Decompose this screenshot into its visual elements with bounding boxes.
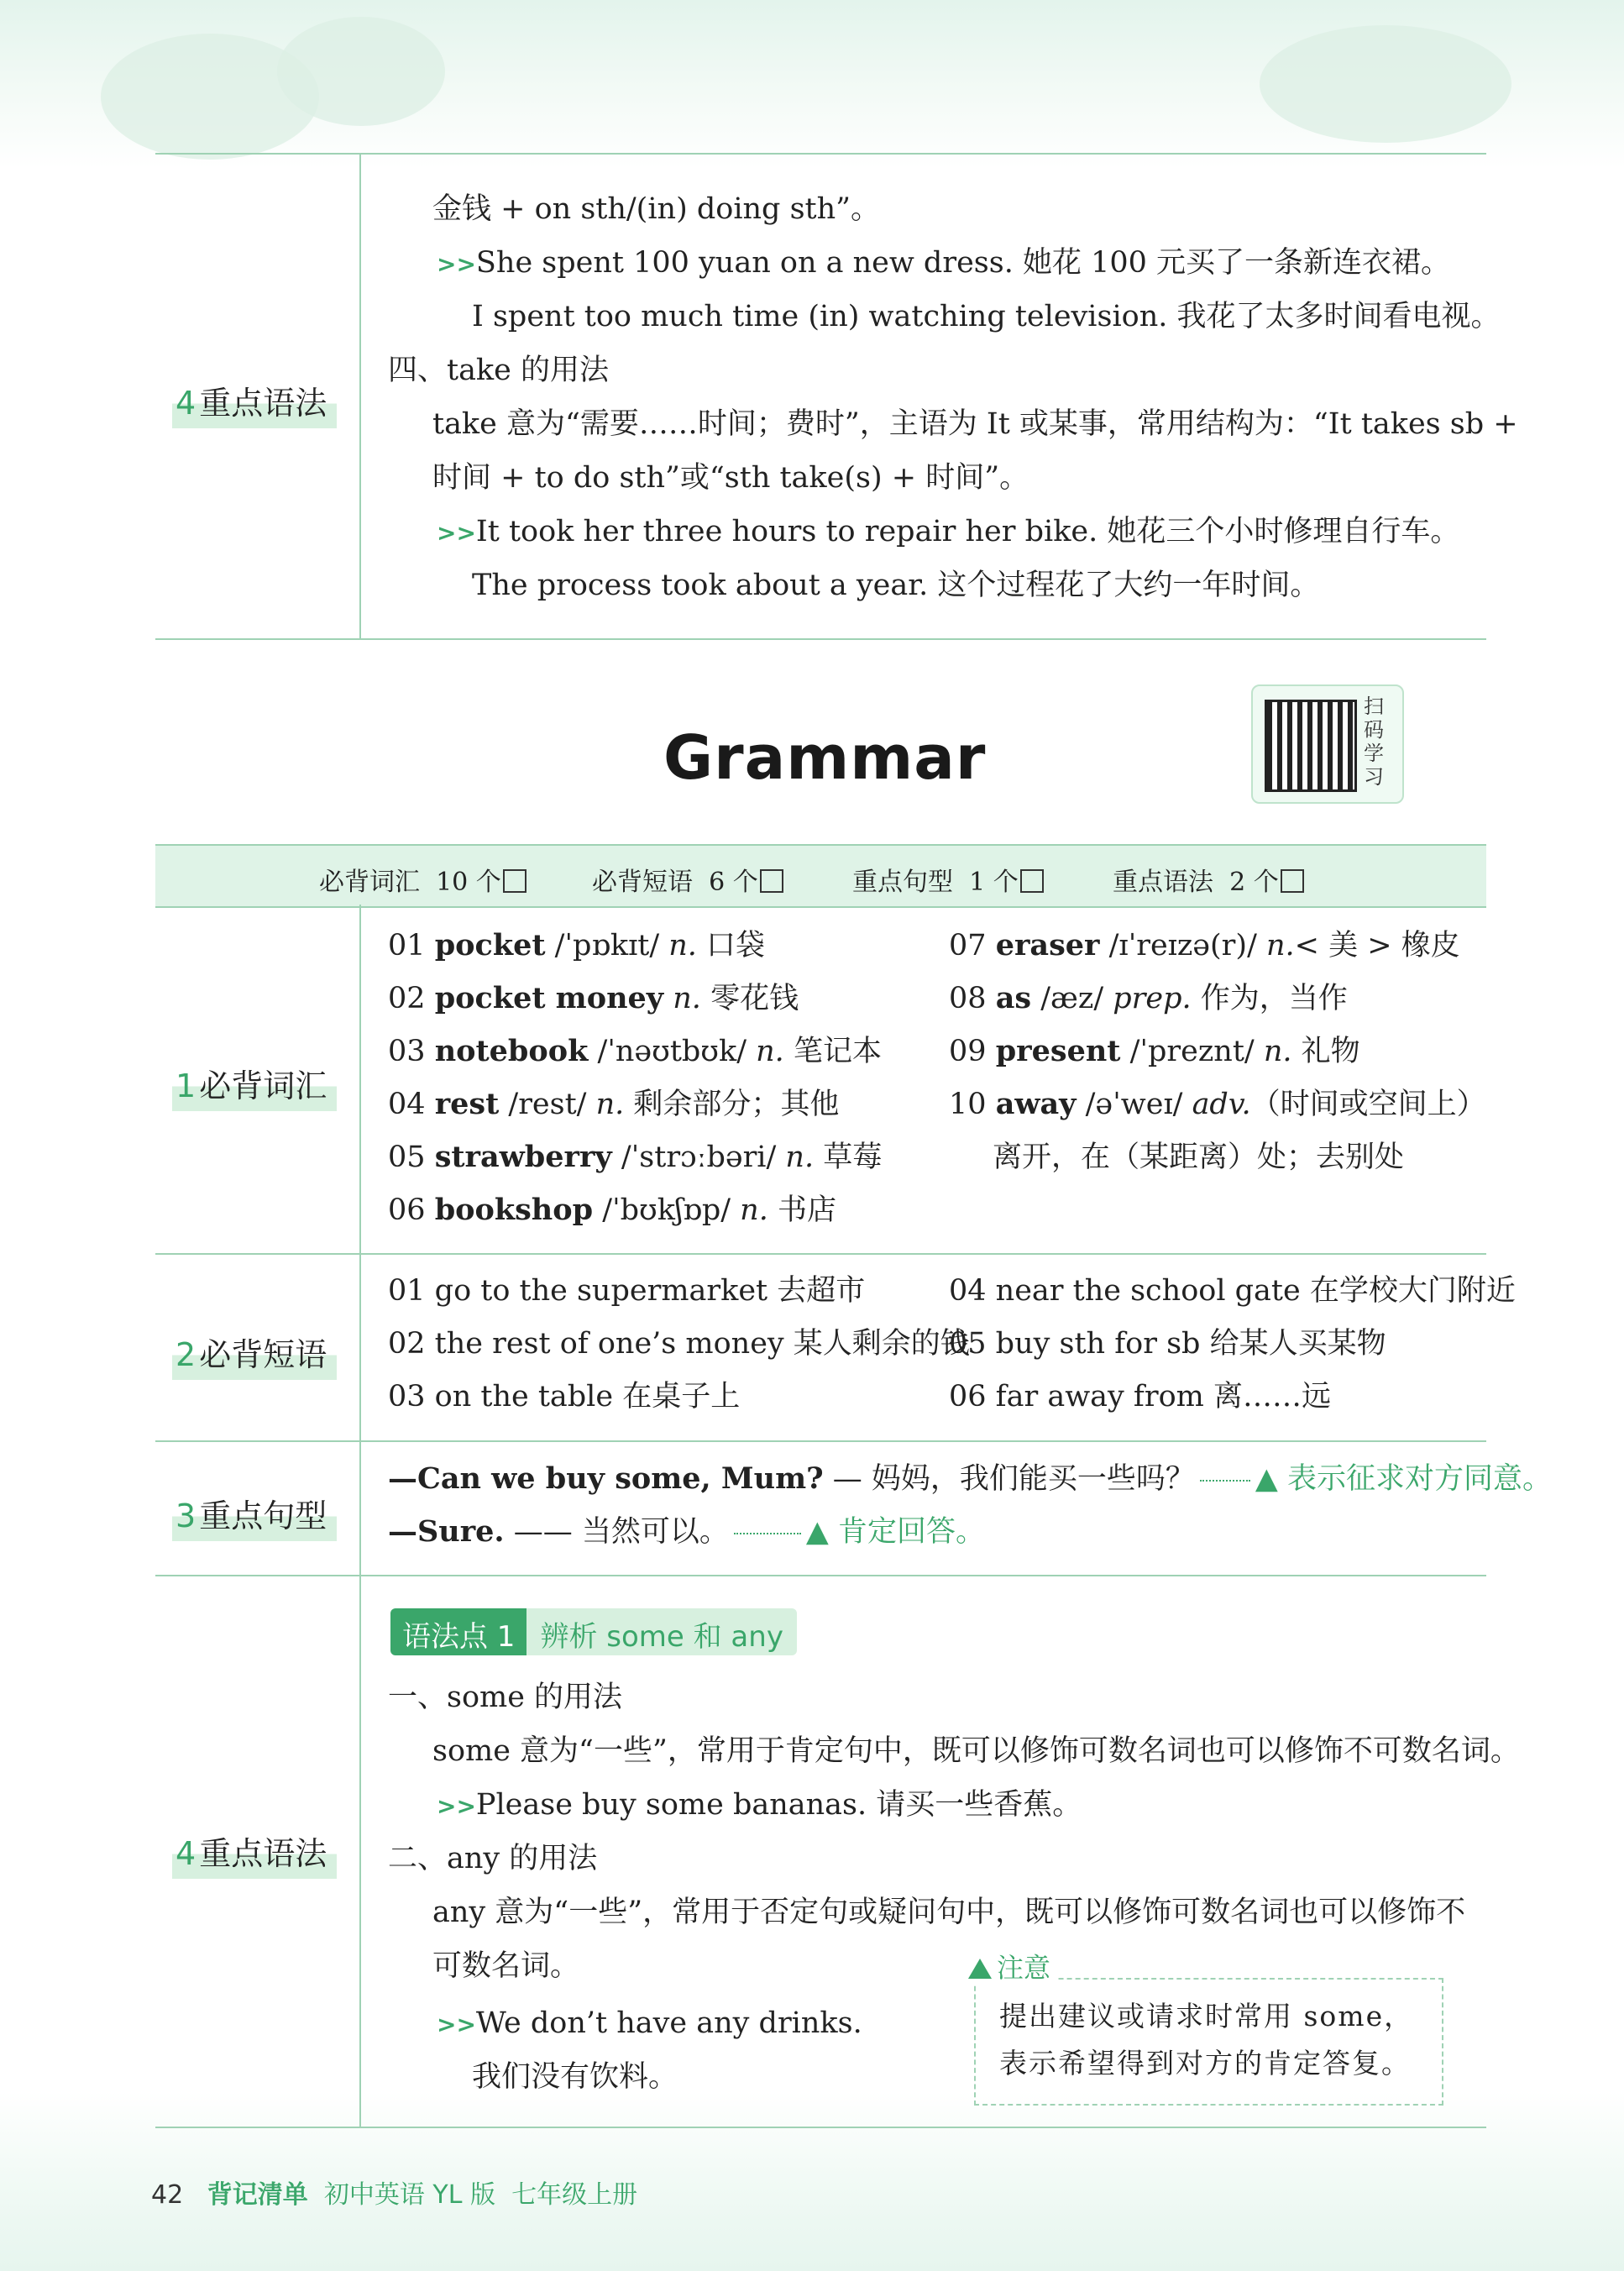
stat-sentences: 重点句型 1 个 — [852, 861, 1044, 898]
divider — [155, 1575, 1486, 1576]
vocab-item: 08 as /æz/ prep. 作为，当作 — [949, 981, 1348, 1015]
subheading: 二、any 的用法 — [388, 1842, 598, 1875]
checkbox[interactable] — [1020, 869, 1044, 893]
note-title: 注意 — [961, 1947, 1057, 1985]
arrow-icon: ▲ — [1255, 1462, 1278, 1496]
book-name: 背记清单 — [207, 2180, 308, 2210]
pointer-line — [734, 1533, 801, 1534]
phrase-item: 01 go to the supermarket 去超市 — [388, 1274, 866, 1308]
text-line: 可数名词。 — [432, 1949, 580, 1983]
divider — [155, 638, 1486, 640]
divider — [155, 1440, 1486, 1442]
section-label-phrases: 2 必背短语 — [172, 1325, 337, 1380]
example-line: The process took about a year. 这个过程花了大约一年时间。 — [472, 569, 1320, 602]
note-line: 表示希望得到对方的肯定答复。 — [999, 2047, 1411, 2080]
page-title: Grammar — [663, 722, 987, 793]
phrase-item: 02 the rest of one’s money 某人剩余的钱 — [388, 1327, 970, 1361]
checkbox[interactable] — [760, 869, 783, 893]
cloud-decoration — [277, 17, 445, 126]
sentence-answer: —Sure. —— 当然可以。 ▲ 肯定回答。 — [388, 1514, 985, 1549]
edition: YL 版 — [432, 2180, 495, 2210]
text-line: some 意为“一些”，常用于肯定句中，既可以修饰可数名词也可以修饰不可数名词。 — [432, 1734, 1520, 1768]
vocab-item: 09 present /ˈpreznt/ n. 礼物 — [949, 1034, 1360, 1068]
section-label-grammar: 4 重点语法 — [172, 1824, 337, 1879]
cloud-decoration — [1260, 25, 1511, 143]
vocab-item-cont: 离开，在（某距离）处；去别处 — [993, 1141, 1405, 1174]
warning-icon — [968, 1959, 992, 1979]
phrase-item: 05 buy sth for sb 给某人买某物 — [949, 1327, 1386, 1361]
vocab-item: 06 bookshop /ˈbʊkʃɒp/ n. 书店 — [388, 1193, 836, 1227]
text-line: any 意为“一些”，常用于否定句或疑问句中，既可以修饰可数名词也可以修饰不 — [432, 1896, 1466, 1929]
vocab-item: 05 strawberry /ˈstrɔːbəri/ n. 草莓 — [388, 1140, 883, 1174]
stat-phrases: 必背短语 6 个 — [592, 861, 783, 898]
qr-caption: 扫 码 学 习 — [1364, 695, 1384, 789]
page-footer — [151, 2174, 637, 2211]
grammar-point-tag: 语法点 1 辨析 some 和 any — [390, 1608, 797, 1655]
column-divider — [359, 905, 361, 2127]
checkbox[interactable] — [503, 869, 526, 893]
divider — [155, 1253, 1486, 1255]
sentence-question: —Can we buy some, Mum? — 妈妈，我们能买一些吗？ ▲ 表示征求对方同意。 — [388, 1461, 1552, 1496]
phrase-item: 03 on the table 在桌子上 — [388, 1380, 741, 1413]
grade: 七年级上册 — [511, 2180, 638, 2210]
phrase-item: 06 far away from 离……远 — [949, 1380, 1332, 1413]
page-number: 42 — [151, 2180, 184, 2210]
divider — [155, 153, 1486, 155]
vocab-item: 04 rest /rest/ n. 剩余部分；其他 — [388, 1087, 840, 1121]
example-line: >>Please buy some bananas. 请买一些香蕉。 — [437, 1788, 1082, 1822]
arrow-icon: >> — [437, 2011, 476, 2038]
vocab-item: 01 pocket /ˈpɒkɪt/ n. 口袋 — [388, 928, 766, 962]
note-line: 提出建议或请求时常用 some， — [999, 2000, 1414, 2032]
qr-code-icon[interactable] — [1265, 700, 1357, 792]
vocab-item: 03 notebook /ˈnəʊtbʊk/ n. 笔记本 — [388, 1034, 882, 1068]
section-label-sentences: 3 重点句型 — [172, 1487, 337, 1541]
qr-code-panel[interactable] — [1251, 684, 1404, 804]
subheading: 一、some 的用法 — [388, 1681, 623, 1714]
phrase-item: 04 near the school gate 在学校大门附近 — [949, 1274, 1516, 1308]
example-line: >>It took her three hours to repair her bike. 她花三个小时修理自行车。 — [437, 515, 1460, 548]
arrow-icon: >> — [437, 519, 476, 547]
vocab-item: 02 pocket money n. 零花钱 — [388, 981, 799, 1015]
stat-vocab: 必背词汇 10 个 — [319, 861, 526, 898]
section-label-vocab: 1 必背词汇 — [172, 1057, 337, 1111]
stats-bar — [155, 844, 1486, 908]
divider — [155, 2127, 1486, 2128]
example-line: 我们没有饮料。 — [472, 2060, 678, 2094]
subject: 初中英语 — [323, 2180, 425, 2210]
vocab-item: 07 eraser /ɪˈreɪzə(r)/ n.< 美 > 橡皮 — [949, 928, 1460, 962]
pointer-line — [1200, 1480, 1250, 1482]
section-label-grammar-top: 4 重点语法 — [172, 374, 337, 428]
stat-grammar: 重点语法 2 个 — [1113, 861, 1304, 898]
example-line: >>She spent 100 yuan on a new dress. 她花 100 元买了一条新连衣裙。 — [437, 246, 1451, 280]
example-line: >>We don’t have any drinks. — [437, 2006, 862, 2040]
text-line: 时间 + to do sth”或“sth take(s) + 时间”。 — [432, 461, 1029, 495]
arrow-icon: >> — [437, 250, 476, 278]
subheading: 四、take 的用法 — [388, 354, 609, 387]
arrow-icon: ▲ — [805, 1515, 829, 1549]
arrow-icon: >> — [437, 1792, 476, 1820]
vocab-item: 10 away /əˈweɪ/ adv.（时间或空间上） — [949, 1087, 1486, 1121]
example-line: I spent too much time (in) watching television. 我花了太多时间看电视。 — [472, 300, 1501, 333]
text-line: 金钱 + on sth/(in) doing sth”。 — [432, 192, 881, 226]
note-box — [974, 1978, 1443, 2106]
checkbox[interactable] — [1281, 869, 1304, 893]
text-line: take 意为“需要……时间；费时”，主语为 It 或某事，常用结构为：“It takes sb + — [432, 407, 1518, 441]
column-divider — [359, 153, 361, 638]
